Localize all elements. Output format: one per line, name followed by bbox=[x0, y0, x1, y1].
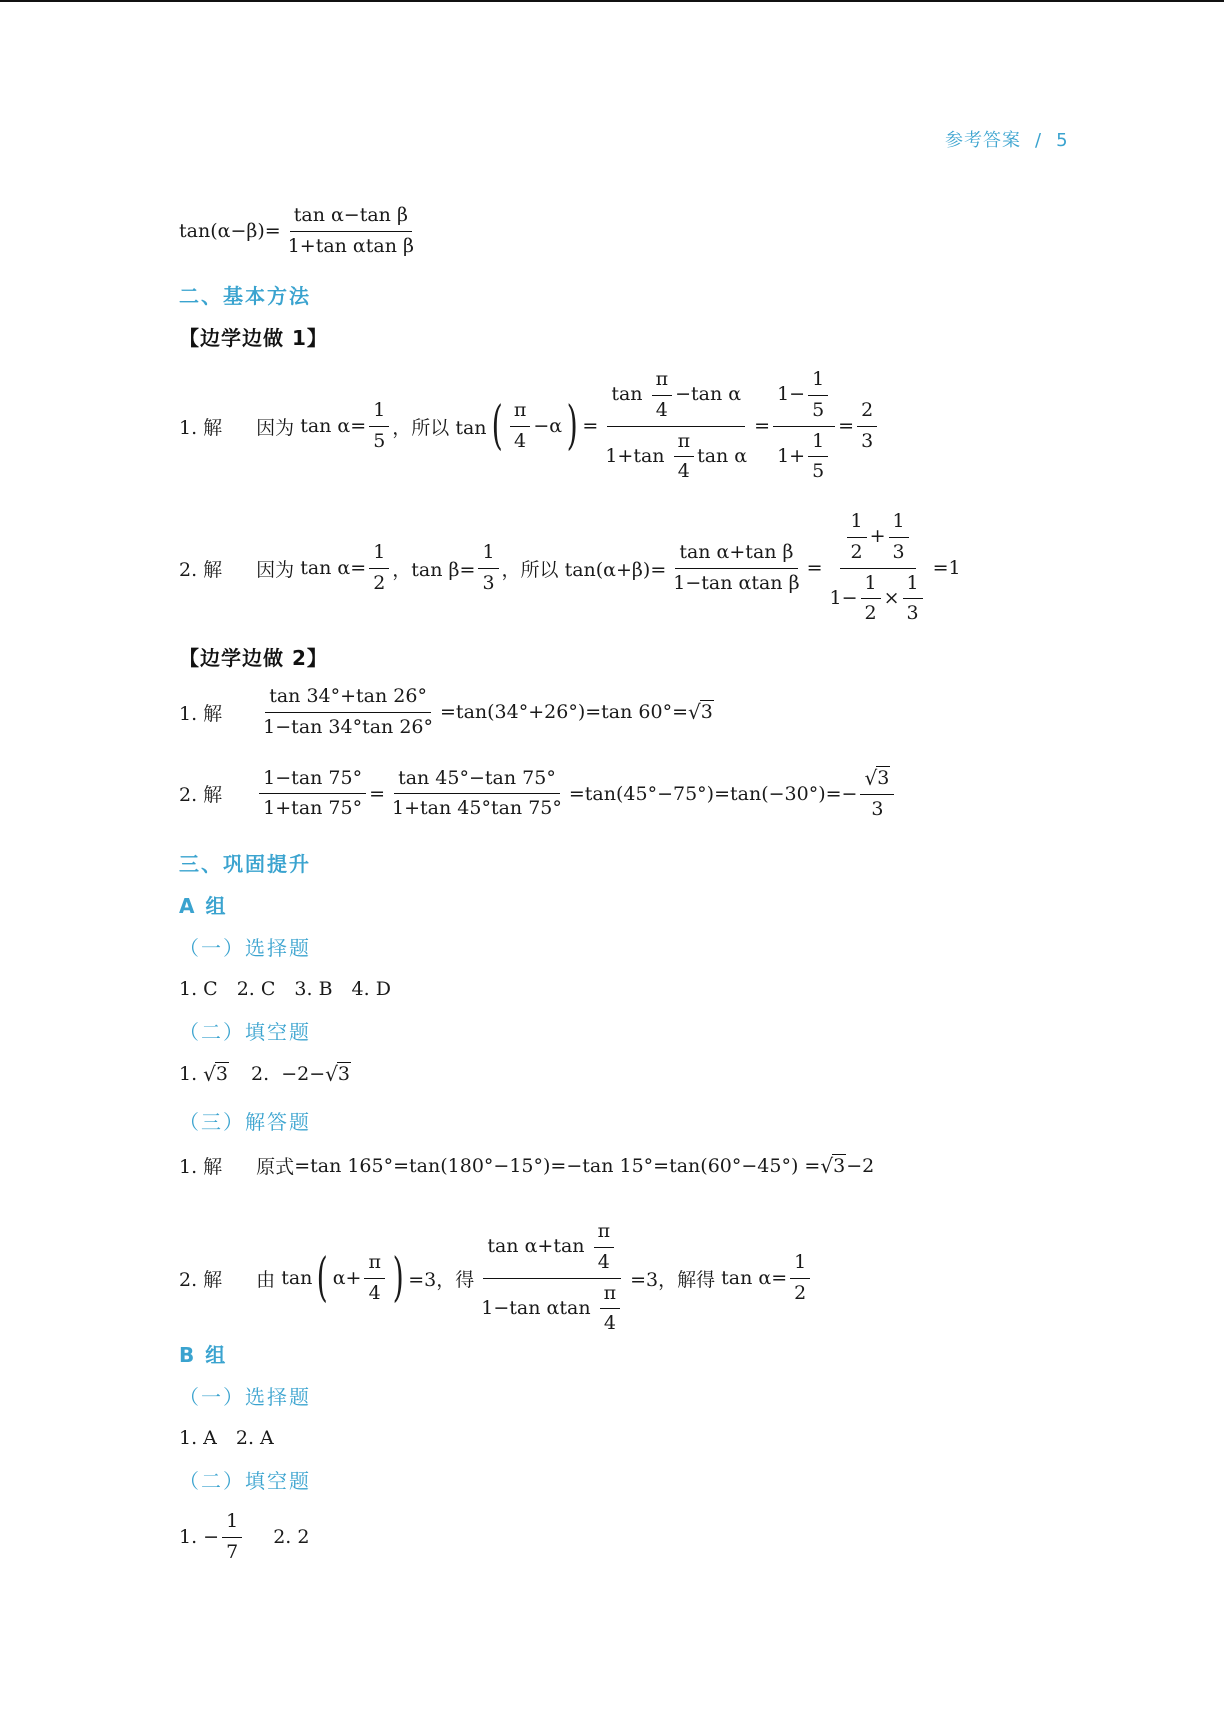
problem-label: 2. 解 bbox=[179, 558, 223, 581]
formula-denominator: 1+tan αtan β bbox=[287, 234, 414, 257]
problem-label: 2. 解 bbox=[179, 784, 223, 807]
you-label: 由 bbox=[256, 1268, 276, 1291]
because-label: 因为 bbox=[256, 558, 295, 581]
a-fill-answers: 1. √ 3 2. −2− √ 3 bbox=[179, 1062, 350, 1086]
b-fill-answers: 1. − $\frac{1}{7}$ 2. 2 bbox=[179, 1510, 310, 1563]
because-label: 因为 bbox=[256, 416, 295, 439]
problem-label: 1. 解 bbox=[179, 1156, 223, 1178]
problem-label: 2. 解 bbox=[179, 1268, 223, 1291]
a-choice-answers: 1. C 2. C 3. B 4. D bbox=[179, 978, 391, 1000]
group-b-heading: B 组 bbox=[179, 1343, 228, 1367]
group-a-heading: A 组 bbox=[179, 894, 228, 918]
b-choice-answers: 1. A 2. A bbox=[179, 1427, 274, 1449]
b-choice-heading: （一）选择题 bbox=[179, 1385, 311, 1409]
practice1-problem1: 1. 解 因为 tan α= $\frac{1}{5}$ ，所以 tan ( π 4 −α ) = tan π 4 −tan α 1+tan π 4 tan α = 1− 1 5 1+ 1 5 = $\frac{2}{3}$ bbox=[179, 368, 880, 484]
a-choice-heading: （一）选择题 bbox=[179, 936, 311, 960]
b-fill-heading: （二）填空题 bbox=[179, 1469, 311, 1493]
top-rule bbox=[0, 0, 1224, 2]
a-solve-problem1: 1. 解 原式 =tan 165°=tan(180°−15°)=−tan 15°=tan(60°−45°) = √ 3 −2 bbox=[179, 1153, 875, 1178]
practice2-problem2: 2. 解 $\frac{1-\tan 75^\circ}{1+\tan 75^\circ}$ = $\frac{\tan 45^\circ-\tan 75^\circ}{1+\tan 45^\circ\tan 75^\circ}$ =tan(45°−75°)=tan(−30°)=− √ 3 3 bbox=[179, 766, 897, 822]
formula-lhs: tan(α−β)= bbox=[179, 220, 281, 243]
a-fill-heading: （二）填空题 bbox=[179, 1020, 311, 1044]
formula-tan-difference bbox=[179, 204, 421, 259]
formula-fraction bbox=[284, 204, 418, 259]
yuanshi-label: 原式 bbox=[256, 1156, 295, 1178]
header-separator: / bbox=[1035, 130, 1043, 151]
problem-label: 1. 解 bbox=[179, 702, 223, 725]
b-fill-answer-2: 2. 2 bbox=[273, 1526, 310, 1549]
a-solve-heading: （三）解答题 bbox=[179, 1110, 311, 1134]
running-header bbox=[945, 126, 1069, 152]
header-title: 参考答案 bbox=[945, 130, 1021, 151]
section-consolidation: 三、巩固提升 bbox=[179, 852, 311, 876]
practice2-problem1: 1. 解 $\frac{\tan 34^\circ+\tan 26^\circ}{1-\tan 34^\circ\tan 26^\circ}$ =tan(34°+26°)=tan 60°= √ 3 bbox=[179, 685, 713, 738]
heading-practice-1: 【边学边做 1】 bbox=[179, 326, 328, 350]
heading-practice-2: 【边学边做 2】 bbox=[179, 646, 328, 670]
formula-numerator: tan α−tan β bbox=[290, 204, 412, 232]
de-label: 得 bbox=[455, 1268, 475, 1291]
page-number: 5 bbox=[1056, 130, 1069, 151]
section-basic-methods: 二、基本方法 bbox=[179, 284, 311, 308]
jiede-label: 解得 bbox=[677, 1268, 716, 1291]
problem-label: 1. 解 bbox=[179, 416, 223, 439]
practice1-problem2: 2. 解 因为 tan α= $\frac{1}{2}$ ，tan β= $\frac{1}{3}$ ，所以 tan(α+β)= $\frac{\text{tan α+tan β}}{\text{1−tan αtan β}}$ = 1 2 + 1 3 1− 1 2 × 1 3 =1 bbox=[179, 510, 961, 625]
a-solve-problem2: 2. 解 由 tan ( α+ $\frac{\pi}{4}$ ) =3， 得 tan α+tan π 4 1−tan αtan π 4 =3， 解得 tan α= $\frac{1}{2}$ bbox=[179, 1220, 813, 1336]
